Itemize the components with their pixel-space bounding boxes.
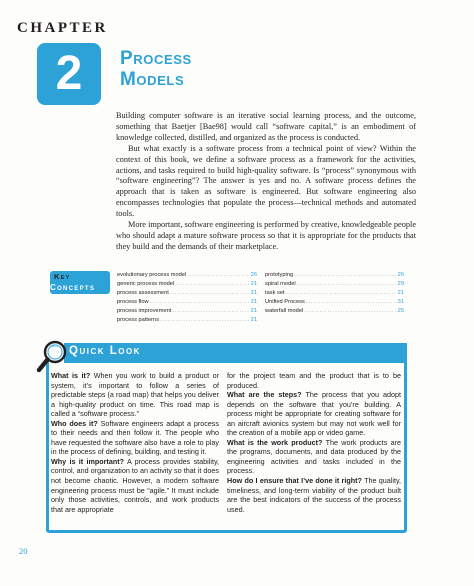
- key-concept-entry[interactable]: [265, 289, 404, 298]
- key-concept-page: 21: [397, 289, 404, 296]
- key-concept-term: Unified Process: [265, 298, 305, 305]
- quick-look-question: Why is it important?: [51, 456, 125, 466]
- key-concept-entry[interactable]: [117, 307, 257, 316]
- leader-dots: [297, 280, 397, 289]
- key-concept-term: generic process model: [117, 280, 175, 287]
- intro-paragraph: More important, software engineering is performed by creative, knowledgeable people who should adapt a mature software process so that it is appropriate for the products that they build and the demands of their marketplace.: [116, 220, 416, 251]
- key-concept-entry[interactable]: [265, 271, 404, 280]
- quick-look-entry: [227, 371, 401, 390]
- key-concept-term: prototyping: [265, 272, 294, 278]
- quick-look-question: What are the steps?: [227, 390, 302, 400]
- quick-look-answer: The work products are the programs, documents, and data produced by the engineering activities and tasks included in the process.: [227, 437, 402, 476]
- quick-look-question: What is the work product?: [227, 437, 323, 447]
- intro-paragraph: Building computer software is an iterative social learning process, and the outcome, something that Baetjer [Bae98] would call “software capital,” is an embodiment of knowledge collected, distilled, and organized as the process is conducted.: [116, 111, 416, 142]
- magnifying-glass-icon: [35, 338, 71, 374]
- leader-dots: [286, 289, 397, 298]
- quick-look-answer: for the project team and the product that is to be produced.: [227, 371, 401, 390]
- key-concept-term: process assessment: [117, 289, 169, 296]
- key-concept-page: 26: [397, 272, 404, 278]
- leader-dots: [160, 316, 250, 325]
- key-concept-entry[interactable]: [117, 298, 257, 307]
- key-concept-entry[interactable]: [265, 307, 404, 316]
- key-concept-entry[interactable]: [117, 316, 257, 325]
- chapter-title-line: Models: [120, 69, 185, 90]
- key-concept-page: 21: [250, 307, 257, 314]
- quick-look-answer: The quality, timeliness, and long-term viability of the product built are the best indicators of the success of the process used.: [227, 476, 402, 514]
- chapter-title: [120, 48, 192, 90]
- key-concept-entry[interactable]: [117, 271, 257, 280]
- key-concepts-label-key: Key: [54, 272, 71, 281]
- key-concepts-label-concepts: Concepts: [50, 283, 96, 292]
- key-concept-entry[interactable]: [265, 298, 404, 307]
- key-concept-term: process patterns: [117, 316, 160, 323]
- leader-dots: [172, 307, 249, 316]
- quick-look-entry: [227, 476, 401, 514]
- quick-look-entry: [227, 438, 401, 476]
- key-concept-page: 29: [397, 280, 404, 287]
- key-concept-entry[interactable]: [117, 289, 257, 298]
- chapter-number-badge: 2: [37, 43, 101, 105]
- key-concept-page: 26: [250, 272, 257, 278]
- quick-look-entry: [51, 419, 219, 457]
- leader-dots: [170, 289, 250, 298]
- leader-dots: [150, 298, 250, 307]
- quick-look-entry: [51, 457, 219, 514]
- intro-text: [116, 111, 416, 253]
- chapter-title-line: Process: [120, 48, 192, 69]
- leader-dots: [175, 280, 249, 289]
- key-concept-page: 21: [250, 280, 257, 287]
- leader-dots: [306, 298, 397, 307]
- quick-look-question: How do I ensure that I’ve done it right?: [227, 476, 362, 486]
- page-number: 20: [19, 546, 28, 556]
- key-concepts-column-2: [265, 271, 404, 316]
- key-concept-entry[interactable]: [265, 280, 404, 289]
- quick-look-entry: [51, 371, 219, 419]
- leader-dots: [187, 271, 249, 280]
- quick-look-answer: Software engineers adapt a process to their needs and then follow it. The people who have requested the software also have a role to play in the process of defining, building, and testing it.: [51, 418, 219, 457]
- quick-look-column-2: [227, 371, 401, 514]
- key-concept-page: 31: [397, 298, 404, 305]
- key-concept-term: process improvement: [117, 307, 172, 314]
- key-concept-page: 21: [250, 316, 257, 323]
- quick-look-answer: A process provides stability, control, and organization to an activity so that it does not become chaotic. However, a modern software engineering process must be “agile.” It must include only those activities, controls, and work products that are appropriate: [51, 456, 220, 514]
- key-concept-page: 21: [250, 298, 257, 305]
- quick-look-title: Quick Look: [69, 345, 141, 357]
- quick-look-answer: When you work to build a product or system, it’s important to follow a series of predictable steps (a road map) that helps you deliver a high-quality product on time. This road map is called a “software process.”: [51, 371, 220, 419]
- key-concept-term: spiral model: [265, 280, 296, 287]
- quick-look-entry: [227, 390, 401, 438]
- key-concept-term: evolutionary process model: [117, 272, 187, 278]
- key-concept-term: task set: [265, 289, 285, 296]
- leader-dots: [304, 307, 396, 316]
- key-concept-page: 21: [250, 289, 257, 296]
- quick-look-question: What is it?: [51, 371, 91, 380]
- quick-look-question: Who does it?: [51, 418, 98, 428]
- chapter-label: CHAPTER: [17, 20, 108, 36]
- key-concept-term: process flow: [117, 298, 149, 305]
- key-concept-page: 25: [397, 307, 404, 314]
- key-concepts-column-1: [117, 271, 257, 325]
- leader-dots: [294, 271, 397, 280]
- key-concept-entry[interactable]: [117, 280, 257, 289]
- key-concept-term: waterfall model: [265, 307, 304, 314]
- quick-look-answer: The process that you adopt depends on the software that you’re building. A process might be appropriate for creating software for an aircraft avionics system but may not work well for the creation of a mobile app or video game.: [227, 390, 402, 438]
- intro-paragraph: But what exactly is a software process from a technical point of view? Within the context of this book, we define a software process as a framework for the activities, actions, and tasks required to build high-quality software. Is “process” synonymous with “software engineering”? The answer is yes and no. A software process defines the approach that is taken as software is engineered. But software engineering also encompasses technologies that populate the process—technical methods and automated tools.: [116, 143, 416, 219]
- quick-look-column-1: [51, 371, 219, 514]
